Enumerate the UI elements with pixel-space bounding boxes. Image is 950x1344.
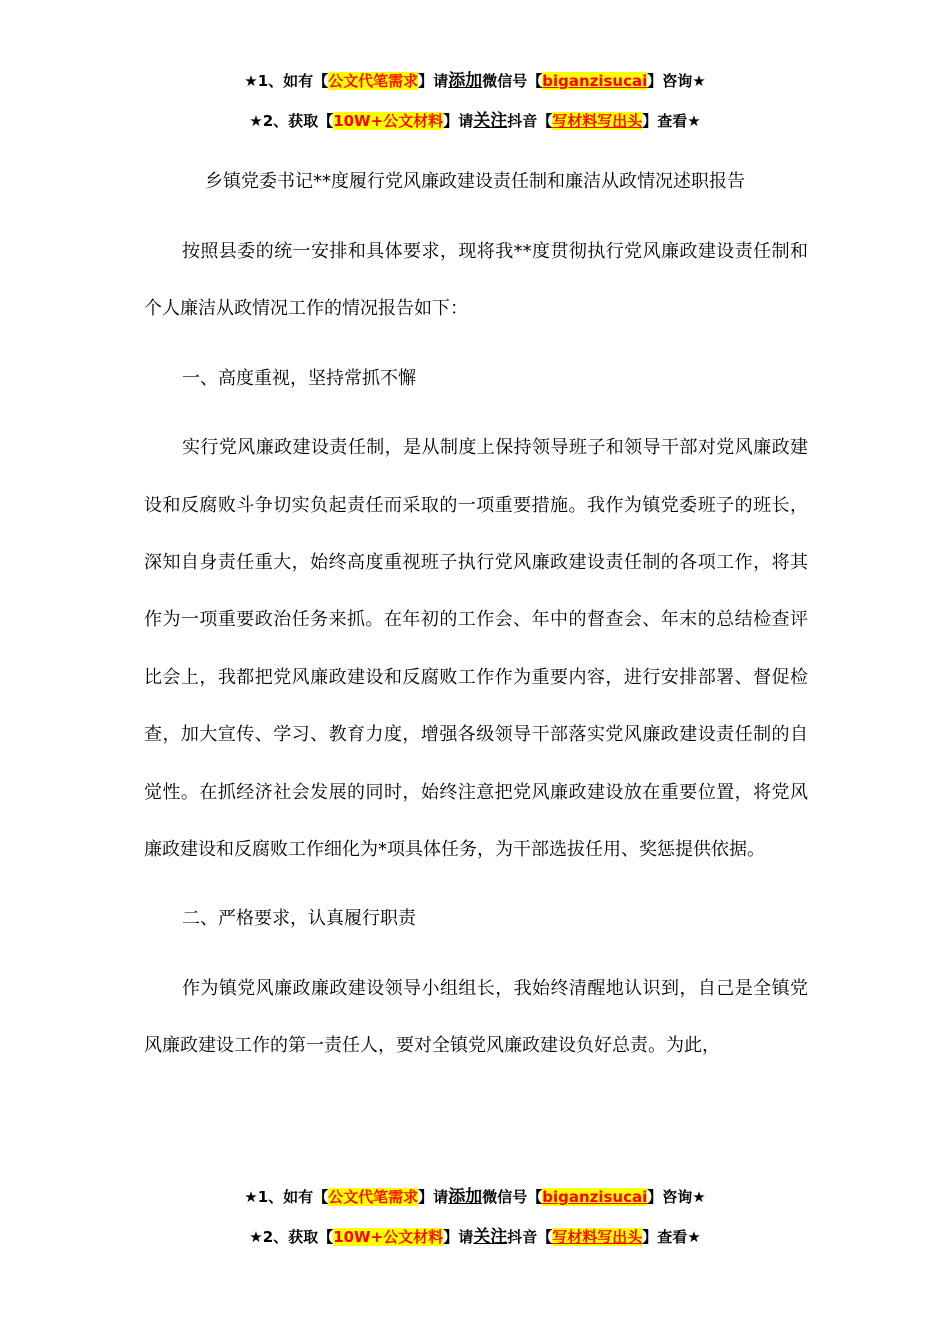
banner-line-1: ★1、如有【公文代笔需求】请添加微信号【biganzisucai】咨询★ — [244, 71, 706, 91]
banner-line-2: ★2、获取【10W+公文材料】请关注抖音【写材料写出头】查看★ — [249, 111, 701, 131]
banner-highlight-materials: 10W+公文材料 — [333, 112, 444, 130]
section-1-paragraph: 实行党风廉政建设责任制，是从制度上保持领导班子和领导干部对党风廉政建设和反腐败斗争切实负起责任而采取的一项重要措施。我作为镇党委班子的班长，深知自身责任重大，始终高度重视班子执行党风廉政建设责任制的各项工作，将其作为一项重要政治任务来抓。在年初的工作会、年中的督查会、年末的总结检查评比会上，我都把党风廉政建设和反腐败工作作为重要内容，进行安排部署、督促检查，加大宣传、学习、教育力度，增强各级领导干部落实党风廉政建设责任制的自觉性。在抓经济社会发展的同时，始终注意把党风廉政建设放在重要位置，将党风廉政建设和反腐败工作细化为*项具体任务，为干部选拔任用、奖惩提供依据。 — [144, 437, 808, 861]
document-title: 乡镇党委书记**度履行党风廉政建设责任制和廉洁从政情况述职报告 — [205, 171, 745, 192]
footer-banner-line-1: ★1、如有【公文代笔需求】请添加微信号【biganzisucai】咨询★ — [244, 1187, 706, 1207]
footer-banner-line-2: ★2、获取【10W+公文材料】请关注抖音【写材料写出头】查看★ — [249, 1227, 701, 1247]
section-2-paragraph: 作为镇党风廉政廉政建设领导小组组长，我始终清醒地认识到，自己是全镇党风廉政建设工作的第一责任人，要对全镇党风廉政建设负好总责。为此， — [144, 977, 808, 1057]
section-1-heading: 一、高度重视，坚持常抓不懈 — [182, 367, 416, 389]
banner-wechat-id: biganzisucai — [542, 72, 648, 90]
banner-highlight-service: 公文代笔需求 — [328, 72, 419, 90]
section-2-heading: 二、严格要求，认真履行职责 — [182, 908, 416, 930]
document-body — [144, 223, 808, 1075]
intro-paragraph: 按照县委的统一安排和具体要求，现将我**度贯彻执行党风廉政建设责任制和个人廉洁从政情况工作的情况报告如下： — [144, 241, 808, 320]
banner-douyin-id: 写材料写出头 — [552, 112, 643, 130]
